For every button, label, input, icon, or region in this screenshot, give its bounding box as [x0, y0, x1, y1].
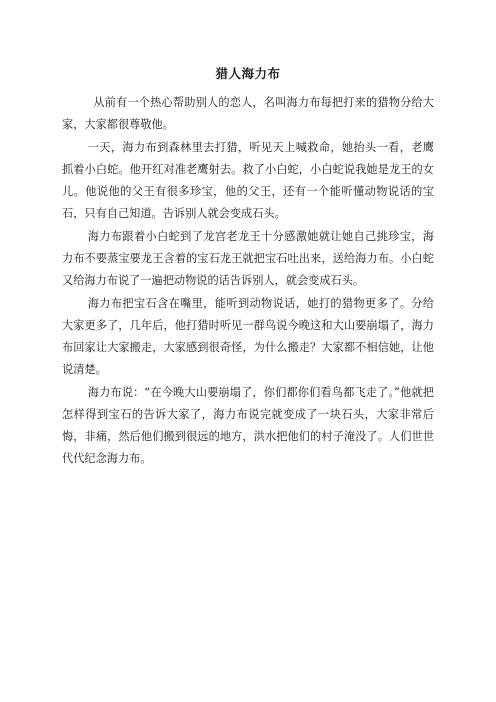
paragraph-2: 一天，海力布到森林里去打猎，听见天上喊救命，她抬头一看，老鹰抓着小白蛇。他开红对准老鹰射去。救了小白蛇，小白蛇说我她是龙王的女儿。他说他的父王有很多珍宝，他的父王，还有一个能听懂动物说话的宝石，只有自己知道。告诉别人就会变成石头。 — [62, 141, 434, 220]
paragraph-3: 海力布跟着小白蛇到了龙宫老龙王十分感激她就让她自己挑珍宝，海力布不要蒸宝要龙王含着的宝石龙王就把宝石吐出来，送给海力布。小白蛇又给海力布说了一遍把动物说的话告诉别人，就会变成石头。 — [62, 230, 434, 287]
paragraph-1: 从前有一个热心帮助别人的恋人，名叫海力布每把打来的猎物分给大家，大家都很尊敬他。 — [62, 96, 434, 131]
document-title: 猎人海力布 — [215, 66, 281, 81]
paragraph-4: 海力布把宝石含在嘴里，能听到动物说话，她打的猎物更多了。分给大家更多了，几年后，他打猎时听见一群鸟说今晚这和大山要崩塌了，海力布回家让大家搬走，大家感到很奇怪，为什么搬走？大家都不相信她，让他说清楚。 — [62, 297, 434, 376]
paragraph-5: 海力布说：“在今晚大山要崩塌了，你们都你们看鸟都飞走了。”他就把怎样得到宝石的告诉大家了，海力布说完就变成了一块石头，大家非常后悔，非痛，然后他们搬到很远的地方，洪水把他们的村子淹没了。人们世世代代纪念海力布。 — [62, 386, 434, 465]
document-body — [62, 92, 434, 471]
